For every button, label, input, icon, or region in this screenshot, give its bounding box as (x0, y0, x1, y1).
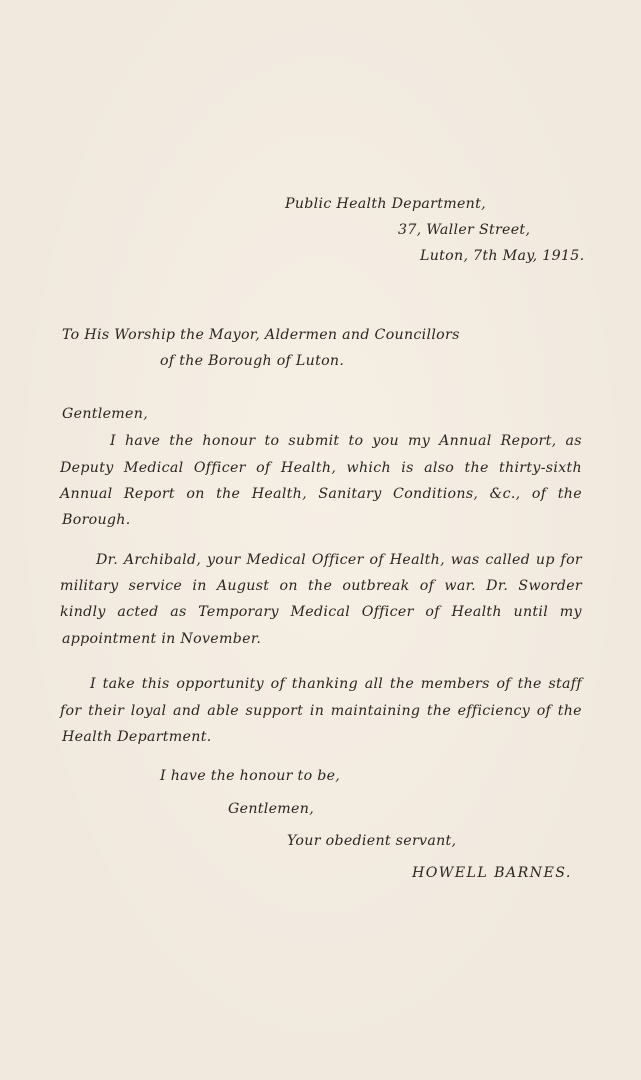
word: loyal (130, 703, 167, 719)
paragraph2-line-4: appointment in November. (62, 631, 262, 647)
word: to (348, 433, 364, 449)
word: efficiency (457, 703, 531, 719)
word: submit (288, 433, 340, 449)
word: Health, (389, 552, 445, 568)
word: was (450, 552, 480, 568)
word: Temporary (198, 604, 279, 620)
word: of (270, 676, 286, 692)
word: of (536, 703, 552, 719)
word: the (464, 460, 489, 476)
closing-line-3: Your obedient servant, (287, 833, 457, 849)
paragraph2-line-3 (60, 603, 582, 621)
word: Report, (500, 433, 557, 449)
word: the (308, 578, 333, 594)
recipient-line-1: To His Worship the Mayor, Aldermen and Councillors (62, 327, 460, 343)
word: Medical (290, 604, 351, 620)
paragraph1-line-3 (60, 485, 582, 503)
word: war. (444, 578, 476, 594)
word: Officer (193, 460, 246, 476)
word: Medical (123, 460, 184, 476)
word: have (124, 433, 161, 449)
word: you (372, 433, 399, 449)
word: August (216, 578, 270, 594)
word: of (256, 460, 271, 476)
paragraph1-line-4: Borough. (62, 512, 131, 528)
word: for (560, 552, 582, 568)
salutation: Gentlemen, (62, 406, 148, 422)
word: Officer (361, 604, 414, 620)
word: my (408, 433, 431, 449)
word: take (102, 676, 135, 692)
word: as (170, 604, 187, 620)
word: called (485, 552, 531, 568)
word: Sanitary (318, 486, 382, 502)
paragraph1-line-2 (60, 459, 582, 477)
word: outbreak (342, 578, 410, 594)
word: acted (117, 604, 159, 620)
word: Sworder (518, 578, 582, 594)
word: Health (451, 604, 502, 620)
word: staff (548, 676, 582, 692)
word: the (169, 433, 194, 449)
word: military (60, 578, 119, 594)
word: support (245, 703, 304, 719)
word: honour (202, 433, 256, 449)
paragraph3-line-3: Health Department. (62, 729, 212, 745)
word: Archibald, (123, 552, 202, 568)
word: service (128, 578, 183, 594)
word: which (346, 460, 391, 476)
word: members (420, 676, 490, 692)
word: of (425, 604, 440, 620)
word: to (264, 433, 280, 449)
word: opportunity (176, 676, 264, 692)
word: this (141, 676, 170, 692)
word: the (426, 703, 452, 719)
word: Dr. (96, 552, 119, 568)
address-line-1: Public Health Department, (285, 196, 486, 212)
word: thirty-sixth (499, 460, 582, 476)
word: in (192, 578, 207, 594)
word: up (535, 552, 555, 568)
word: is (401, 460, 414, 476)
word: on (186, 486, 205, 502)
word: Health, (251, 486, 307, 502)
address-line-3: Luton, 7th May, 1915. (420, 248, 585, 264)
word: on (279, 578, 298, 594)
word: Annual (60, 486, 113, 502)
word: Officer (311, 552, 364, 568)
word: Deputy (60, 460, 114, 476)
word: of (531, 486, 547, 502)
word: the (517, 676, 542, 692)
paragraph3-line-1 (90, 675, 582, 693)
word: &c., (489, 486, 521, 502)
word: also (424, 460, 455, 476)
paragraph3-line-2 (60, 702, 582, 720)
word: the (557, 703, 582, 719)
closing-line-1: I have the honour to be, (160, 768, 341, 784)
paragraph2-line-1 (96, 551, 582, 569)
word: and (173, 703, 201, 719)
word: Health, (280, 460, 337, 476)
word: Annual (439, 433, 492, 449)
word: thanking (291, 676, 358, 692)
paragraph1-line-1 (110, 432, 582, 450)
paragraph2-line-2 (60, 577, 582, 595)
word: of (496, 676, 511, 692)
word: of (369, 552, 384, 568)
address-line-2: 37, Waller Street, (398, 222, 531, 238)
word: kindly (60, 604, 106, 620)
word: Conditions, (393, 486, 479, 502)
word: for (60, 703, 82, 719)
word: as (565, 433, 582, 449)
word: until (513, 604, 549, 620)
word: able (207, 703, 239, 719)
word: the (557, 486, 582, 502)
word: in (309, 703, 325, 719)
signature: HOWELL BARNES. (412, 865, 572, 881)
word: maintaining (330, 703, 421, 719)
word: the (216, 486, 241, 502)
word: I (90, 676, 96, 692)
word: their (88, 703, 125, 719)
word: your (206, 552, 241, 568)
word: the (389, 676, 415, 692)
closing-line-2: Gentlemen, (228, 801, 314, 817)
word: I (110, 433, 116, 449)
word: Report (123, 486, 175, 502)
word: my (559, 604, 582, 620)
word: Dr. (486, 578, 509, 594)
recipient-line-2: of the Borough of Luton. (160, 353, 345, 369)
word: of (419, 578, 435, 594)
word: all (364, 676, 384, 692)
word: Medical (246, 552, 307, 568)
